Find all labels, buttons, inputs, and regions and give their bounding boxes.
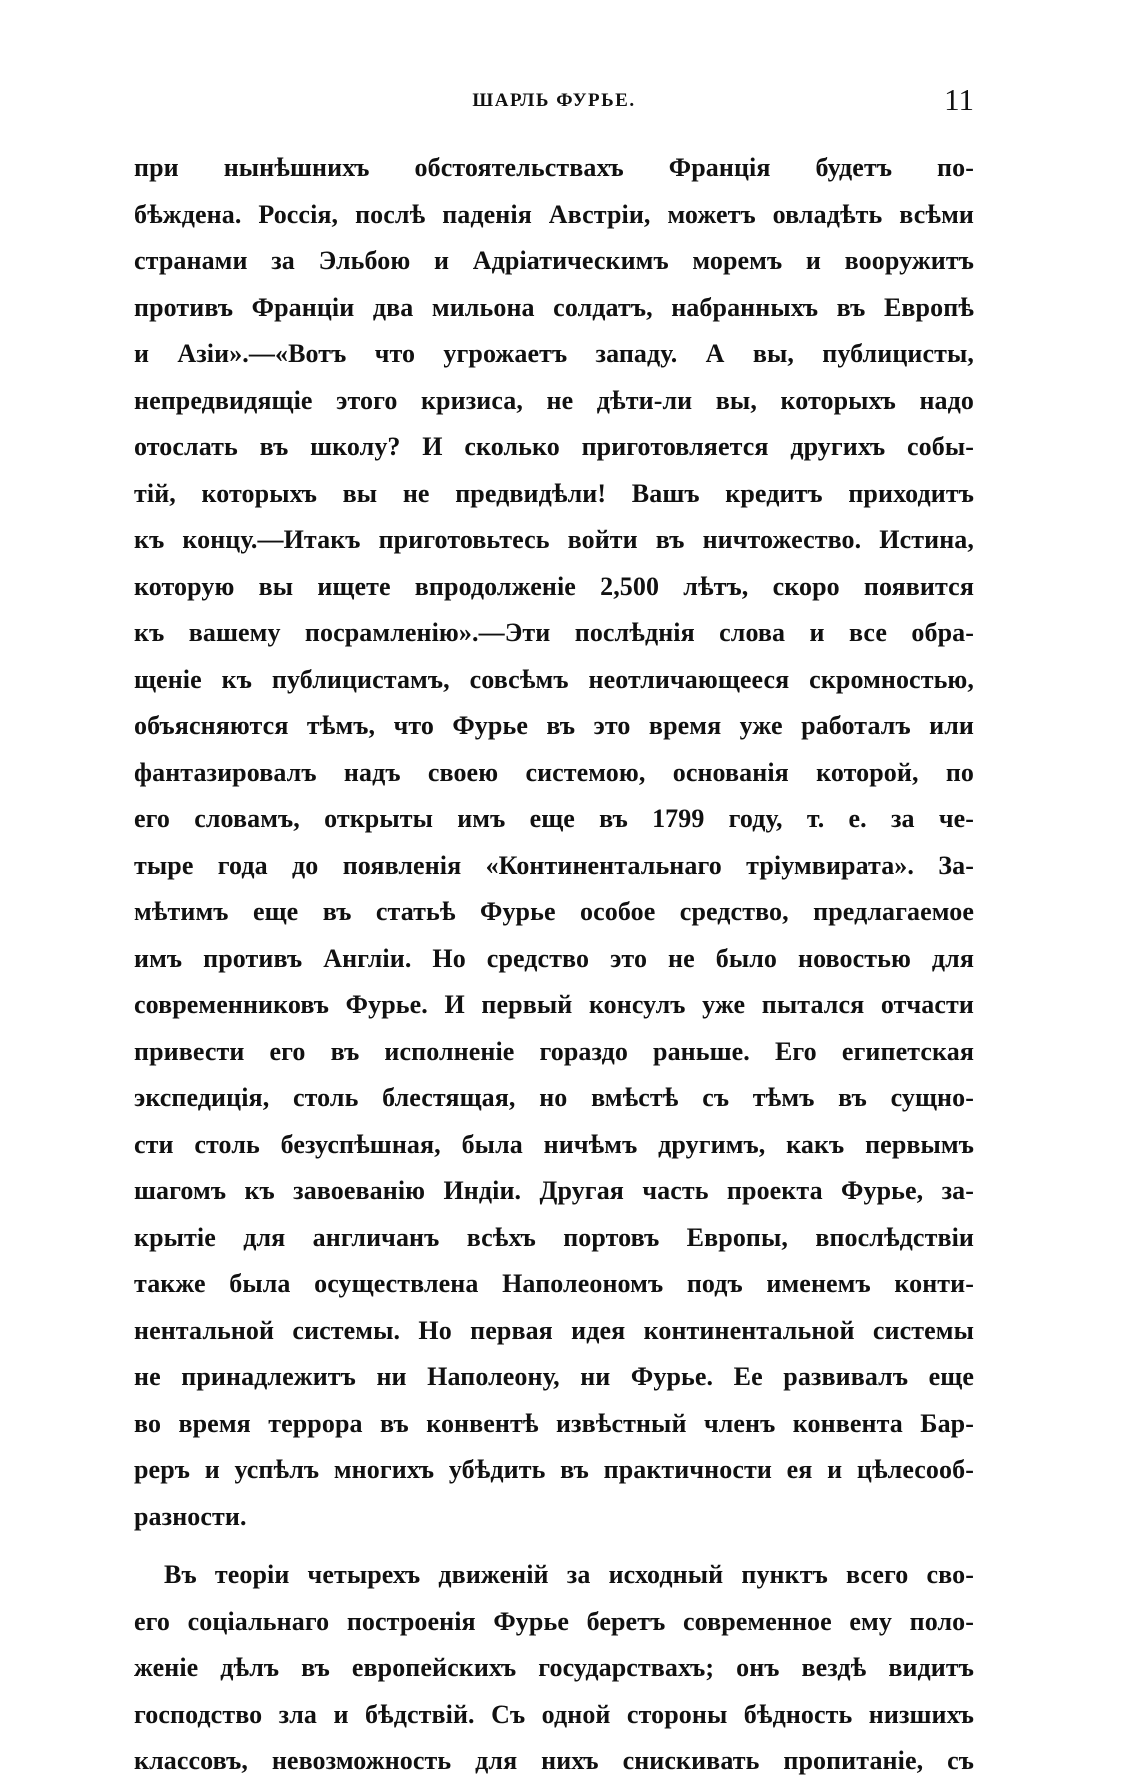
text-line: мѣтимъ еще въ статьѣ Фурье особое средство, предлагаемое bbox=[134, 897, 974, 926]
text-line: его словамъ, открыты имъ еще въ 1799 году, т. е. за че- bbox=[134, 804, 974, 833]
text-line: современниковъ Фурье. И первый консулъ уже пытался отчасти bbox=[134, 990, 974, 1019]
text-line: къ концу.—Итакъ приготовьтесь войти въ ничтожество. Истина, bbox=[134, 525, 974, 554]
text-line: странами за Эльбою и Адріатическимъ моремъ и вооружитъ bbox=[134, 246, 974, 275]
text-line: имъ противъ Англіи. Но средство это не было новостью для bbox=[134, 943, 974, 973]
text-line: также была осуществлена Наполеономъ подъ именемъ конти- bbox=[134, 1269, 974, 1298]
text-line: фантазировалъ надъ своею системою, основанія которой, по bbox=[134, 757, 974, 787]
text-line: крытіе для англичанъ всѣхъ портовъ Европы, впослѣдствіи bbox=[134, 1222, 974, 1252]
text-line: сти столь безуспѣшная, была ничѣмъ другимъ, какъ первымъ bbox=[134, 1129, 974, 1159]
text-line: которую вы ищете впродолженіе 2,500 лѣтъ, скоро появится bbox=[134, 571, 974, 601]
text-line: къ вашему посрамленію».—Эти послѣднія слова и все обра- bbox=[134, 618, 974, 647]
text-line: при нынѣшнихъ обстоятельствахъ Франція будетъ по- bbox=[134, 153, 974, 182]
text-line: отослать въ школу? И сколько приготовляется другихъ собы- bbox=[134, 432, 974, 461]
text-line: бѣждена. Россія, послѣ паденія Австріи, можетъ овладѣть всѣми bbox=[134, 199, 974, 229]
text-line: щеніе къ публицистамъ, совсѣмъ неотличающееся скромностью, bbox=[134, 664, 974, 694]
text-line: противъ Франціи два мильона солдатъ, набранныхъ въ Европѣ bbox=[134, 292, 974, 322]
paragraph-gap bbox=[134, 1540, 974, 1552]
text-line: непредвидящіе этого кризиса, не дѣти-ли вы, которыхъ надо bbox=[134, 385, 974, 415]
text-line: тыре года до появленія «Континентальнаго тріумвирата». За- bbox=[134, 850, 974, 880]
page-number: 11 bbox=[944, 82, 974, 117]
text-line: привести его въ исполненіе гораздо раньше. Его египетская bbox=[134, 1036, 974, 1066]
text-line: господство зла и бѣдствій. Съ одной стороны бѣдность низшихъ bbox=[134, 1699, 974, 1729]
text-line: не принадлежитъ ни Наполеону, ни Фурье. Ее развивалъ еще bbox=[134, 1362, 974, 1391]
running-head bbox=[134, 82, 974, 122]
text-line: тій, которыхъ вы не предвидѣли! Вашъ кредитъ приходитъ bbox=[134, 478, 974, 508]
text-line: классовъ, невозможность для нихъ снискивать пропитаніе, съ bbox=[134, 1746, 974, 1775]
text-line: и Азіи».—«Вотъ что угрожаетъ западу. А вы, публицисты, bbox=[134, 339, 974, 368]
text-line: его соціальнаго построенія Фурье беретъ современное ему поло- bbox=[134, 1606, 974, 1636]
paragraph-2 bbox=[134, 1552, 974, 1785]
body-text bbox=[134, 145, 974, 1785]
running-title: ШАРЛЬ ФУРЬЕ. bbox=[472, 90, 636, 111]
paragraph-1 bbox=[134, 145, 974, 1540]
text-line: объясняются тѣмъ, что Фурье въ это время уже работалъ или bbox=[134, 711, 974, 740]
text-line: реръ и успѣлъ многихъ убѣдить въ практичности ея и цѣлесооб- bbox=[134, 1455, 974, 1484]
text-line: во время террора въ конвентѣ извѣстный членъ конвента Бар- bbox=[134, 1408, 974, 1438]
text-line: шагомъ къ завоеванію Индіи. Другая часть проекта Фурье, за- bbox=[134, 1176, 974, 1205]
text-line: Въ теоріи четырехъ движеній за исходный пунктъ всего сво- bbox=[164, 1560, 974, 1589]
text-line: нентальной системы. Но первая идея континентальной системы bbox=[134, 1315, 974, 1345]
text-line: экспедиція, столь блестящая, но вмѣстѣ съ тѣмъ въ сущно- bbox=[134, 1083, 974, 1112]
text-line: женіе дѣлъ въ европейскихъ государствахъ; онъ вездѣ видитъ bbox=[134, 1653, 974, 1682]
text-line: разности. bbox=[134, 1501, 247, 1531]
